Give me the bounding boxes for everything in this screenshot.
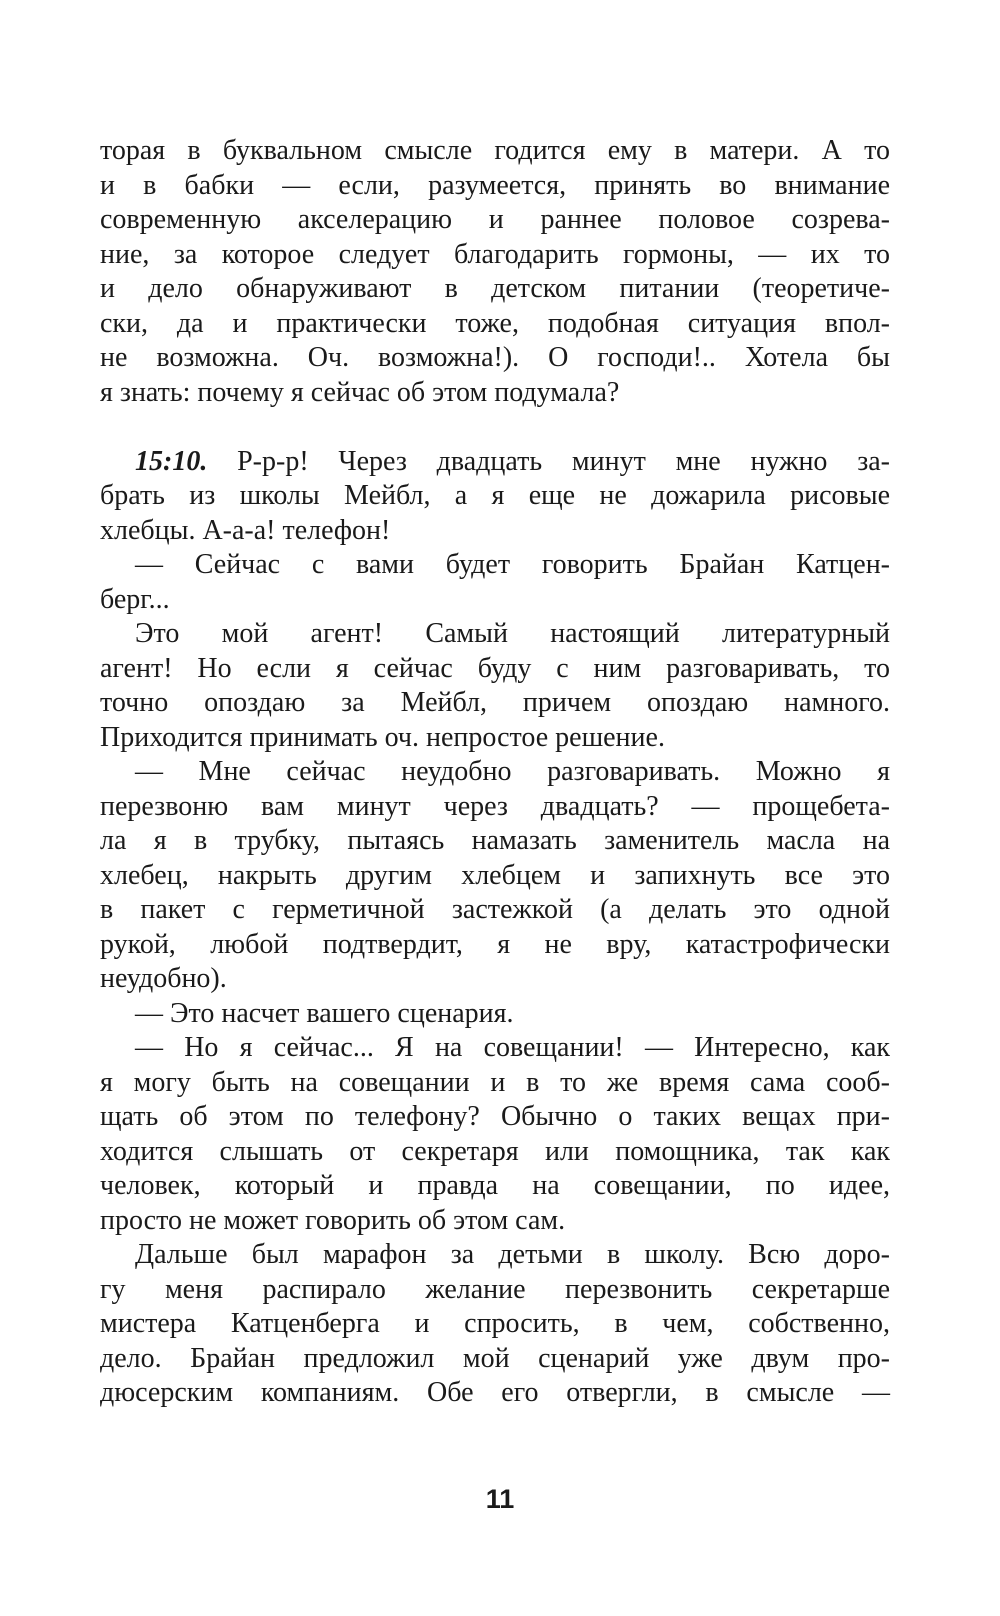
text-line: агент! Но если я сейчас буду с ним разговаривать, то [100,652,890,684]
text-line: и в бабки — если, разумеется, принять во внимание [100,169,890,201]
text-line [100,445,890,480]
text-line: — Мне сейчас неудобно разговаривать. Можно я [135,756,890,787]
paragraph-gap [100,410,890,445]
text-line: гу меня распирало желание перезвонить секретарше [100,1273,890,1305]
body-text [100,134,890,1411]
text-line: точно опоздаю за Мейбл, причем опоздаю намного. [100,687,890,718]
page-number: 11 [485,1484,515,1514]
text-line: ние, за которое следует благодарить гормоны, — их то [100,238,890,270]
text-line-rest: Р-р-р! Через двадцать минут мне нужно за- [237,445,891,477]
text-line: не возможна. Оч. возможна!). О господи!.. Хотела бы [100,342,890,373]
text-line: брать из школы Мейбл, а я еще не дожарила рисовые [100,480,890,511]
text-line: торая в буквальном смысле годится ему в матери. А то [100,135,890,166]
text-line: в пакет с герметичной застежкой (а делать это одной [100,894,890,925]
text-line: просто не может говорить об этом сам. [100,1204,566,1236]
text-line: дело. Брайан предложил мой сценарий уже двум про- [100,1342,890,1374]
text-line: Дальше был марафон за детьми в школу. Всю доро- [135,1239,890,1270]
text-line: щать об этом по телефону? Обычно о таких вещах при- [100,1101,890,1132]
text-line: рукой, любой подтвердит, я не вру, катастрофически [100,928,890,960]
text-line: современную акселерацию и раннее половое созрева- [100,204,890,235]
text-line: — Но я сейчас... Я на совещании! — Интересно, как [135,1032,890,1063]
text-line: — Это насчет вашего сценария. [135,997,514,1029]
text-line: Приходится принимать оч. непростое решение. [100,721,665,753]
text-line: ла я в трубку, пытаясь намазать заменитель масла на [100,825,890,856]
text-line: неудобно). [100,963,227,994]
text-line: — Сейчас с вами будет говорить Брайан Катцен- [135,549,890,580]
text-line: и дело обнаруживают в детском питании (теоретиче- [100,273,890,304]
text-line: хлебцы. А-а-а! телефон! [100,514,391,546]
text-line: я могу быть на совещании и в то же время сама сооб- [100,1066,890,1098]
text-line: перезвоню вам минут через двадцать? — прощебета- [100,790,890,822]
text-line: ски, да и практически тоже, подобная ситуация впол- [100,307,890,339]
text-line: человек, который и правда на совещании, по идее, [100,1170,890,1201]
time-stamp: 15:10. [135,445,208,477]
text-line: берг... [100,583,170,615]
text-line: хлебец, накрыть другим хлебцем и запихнуть все это [100,859,890,891]
text-line: я знать: почему я сейчас об этом подумала? [100,376,620,408]
text-line: мистера Катценберга и спросить, в чем, собственно, [100,1308,890,1339]
text-line: Это мой агент! Самый настоящий литературный [135,618,890,649]
text-line: дюсерским компаниям. Обе его отвергли, в смысле — [100,1377,890,1408]
text-line: ходится слышать от секретаря или помощника, так как [100,1135,890,1167]
